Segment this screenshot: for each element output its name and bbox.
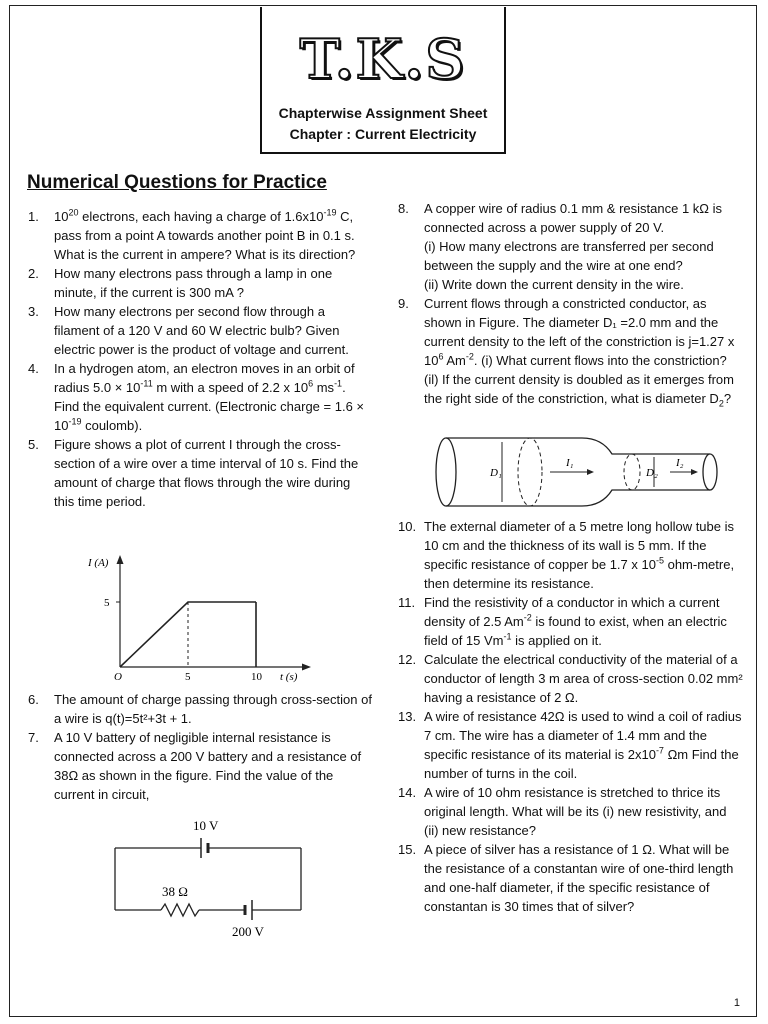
question-item <box>398 593 743 650</box>
right-end-ellipse <box>703 454 717 490</box>
question-list-right <box>398 199 743 408</box>
x-axis-label: t (s) <box>280 671 298 683</box>
question-list-right-bottom <box>398 517 743 916</box>
question-text: The external diameter of a 5 metre long hollow tube is 10 cm and the thickness of its wall is 5 mm. If the specific resistance of copper be 1.7 x $10^{-5}$ ohm-metre, then determine its resistance. <box>424 519 735 591</box>
question-text: In a hydrogen atom, an electron moves in an orbit of radius $5.0 \times 10^{-11}$ m with a speed of 2.2 x $10^6$ $ms^{-1}$. Find the equivalent current. (Electronic charge = $1.6 \times 10^{-19}$ coulomb). <box>54 361 365 433</box>
brand-logo: T.K.S <box>299 27 467 91</box>
d1-label: D₁ <box>490 467 502 479</box>
left-end-ellipse <box>436 438 456 506</box>
constricted-conductor-figure <box>432 432 722 514</box>
question-text: Current flows through a constricted conductor, as shown in Figure. The diameter D₁ =2.0 mm and the current density to the left of the constriction is j=1.27 x $10^6$ $Am^{-2}$. (i) What current flows into the constriction? (il) If the current density is doubled as it emerges from the right side of the constriction, what is diameter $D_2$? <box>424 296 735 409</box>
i1-arrowhead <box>587 469 594 475</box>
question-text: A piece of silver has a resistance of 1 Ω. What will be the resistance of a constantan wire of one-third length and one-half diameter, if the specific resistance of constantan is 30 times that of silver? <box>424 842 734 914</box>
current-time-graph <box>88 552 320 683</box>
d2-cross-section <box>624 454 640 490</box>
question-text: The amount of charge passing through cross-section of a wire is q(t)=5t²+3t + 1. <box>54 692 372 726</box>
question-number: 14. <box>398 785 417 800</box>
question-item <box>28 302 373 359</box>
question-text: A wire of resistance 42Ω is used to wind a coil of radius 7 cm. The wire has a diameter of 1.4 mm and the specific resistance of its material is $2x10^{-7}$ Ωm Find the number of turns in the coil. <box>424 709 742 781</box>
y-axis-arrow <box>117 555 124 564</box>
origin-label: O <box>114 671 122 683</box>
resistor-label: 38 Ω <box>162 884 188 899</box>
question-text: How many electrons pass through a lamp in one minute, if the current is 300 mA ? <box>54 266 333 300</box>
question-item <box>28 435 373 511</box>
x-axis-arrow <box>302 664 311 671</box>
question-number: 6. <box>28 692 39 707</box>
x-tick-label: 10 <box>251 671 262 683</box>
question-text: How many electrons per second flow through a filament of a 120 V and 60 W electric bulb? Given electric power is the product of voltage and current. <box>54 304 349 357</box>
i1-label: I₁ <box>566 457 574 469</box>
subtitle-line-1: Chapterwise Assignment Sheet <box>278 105 488 121</box>
subtitle-line-2: Chapter : Current Electricity <box>289 126 477 142</box>
i2-arrowhead <box>691 469 698 475</box>
question-text: Find the resistivity of a conductor in which a current density of 2.5 $Am^{-2}$ is found to exist, when an electric field of 15 $Vm^{-1}$ is applied on it. <box>424 595 727 648</box>
question-number: 2. <box>28 266 39 281</box>
question-item <box>398 294 743 408</box>
resistor-38-ohm <box>161 904 199 916</box>
question-text: A copper wire of radius 0.1 mm & resistance 1 kΩ is connected across a power supply of 20 V. (i) How many electrons are transferred per second between the supply and the wire at one end? (ii) Write down the current density in the wire. <box>424 201 723 292</box>
page-number: 1 <box>733 997 740 1009</box>
question-item <box>28 728 373 804</box>
question-text: A 10 V battery of negligible internal resistance is connected across a 200 V battery and a resistance of 38Ω as shown in the figure. Find the value of the current in circuit, <box>54 730 362 802</box>
question-number: 11. <box>398 595 416 610</box>
battery-200v-label: 200 V <box>232 924 264 939</box>
question-item <box>28 264 373 302</box>
i2-label: I₂ <box>676 457 684 469</box>
section-title: Numerical Questions for Practice <box>27 172 327 193</box>
d1-cross-section <box>518 438 542 506</box>
question-item <box>28 207 373 264</box>
question-number: 10. <box>398 519 417 534</box>
y-tick-label: 5 <box>104 597 110 609</box>
question-text: Figure shows a plot of current I through the cross-section of a wire over a time interval of 10 s. Find the amount of charge that flows through the wire during this time period. <box>54 437 359 509</box>
question-number: 8. <box>398 201 409 216</box>
header-box <box>260 7 506 154</box>
question-item <box>28 690 373 728</box>
question-number: 9. <box>398 296 409 311</box>
question-number: 7. <box>28 730 39 745</box>
question-number: 4. <box>28 361 39 376</box>
question-item <box>398 517 743 593</box>
question-number: 1. <box>28 209 39 224</box>
question-number: 13. <box>398 709 417 724</box>
y-axis-label: I (A) <box>88 557 109 569</box>
question-list-left <box>28 207 373 511</box>
question-item <box>398 199 743 294</box>
battery-10v-label: 10 V <box>193 818 219 833</box>
question-number: 3. <box>28 304 39 319</box>
question-item <box>398 840 743 916</box>
question-item <box>398 783 743 840</box>
question-item <box>28 359 373 435</box>
circuit-diagram <box>105 812 325 942</box>
question-number: 5. <box>28 437 39 452</box>
question-item <box>398 707 743 783</box>
question-text: $10^{20}$ electrons, each having a charge of $1.6x10^{-19}$ C, pass from a point A towards another point B in 0.1 s. What is the current in ampere? What is its direction? <box>54 207 356 262</box>
question-item <box>398 650 743 707</box>
d2-label: D₂ <box>646 467 658 479</box>
question-text: Calculate the electrical conductivity of the material of a conductor of length 3 m area of cross-section 0.02 mm² having a resistance of 2 Ω. <box>424 652 743 705</box>
question-list-left-bottom <box>28 690 373 804</box>
sheet-subtitle <box>262 103 504 145</box>
question-number: 12. <box>398 652 417 667</box>
question-number: 15. <box>398 842 417 857</box>
x-tick-label: 5 <box>185 671 191 683</box>
question-text: A wire of 10 ohm resistance is stretched to thrice its original length. What will be its (i) new resistivity, and (ii) new resistance? <box>424 785 727 838</box>
